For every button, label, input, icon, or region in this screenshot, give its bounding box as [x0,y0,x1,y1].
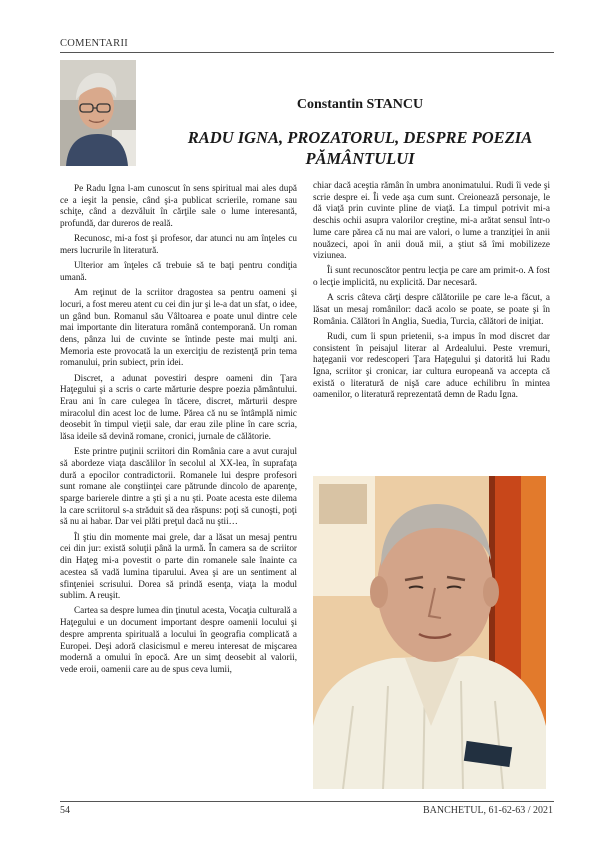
paragraph: Pe Radu Igna l-am cunoscut în sens spiritual mai ales după ce a ieşit la pensie, când şi-a publicat scrierile, romane sau schiţe, când a dezvăluit în cărţile sale o lume interesantă, profundă, dar dureros de reală. [60,183,297,229]
paragraph: Recunosc, mi-a fost şi profesor, dar atunci nu am înţeles cu mers lucrurile în literatură. [60,233,297,256]
page-number: 54 [60,805,70,816]
author-portrait-icon [60,60,136,166]
left-text-column [60,183,297,796]
paragraph: Îl ştiu din momente mai grele, dar a lăsat un mesaj pentru cei din jur: există soluţii până la urmă. În camera sa de scriitor din Haţeg mi-a povestit o parte din romanele sale înainte ca acestea să vadă lumina tiparului. Avea şi are un sentiment al sfinţeniei scrisului. Dorea să prindă esenţa, viaţa la modul sublim. A reuşit. [60,531,297,601]
section-label: COMENTARII [60,38,129,49]
paragraph: Cartea sa despre lumea din ţinutul acesta, Vocaţia culturală a Haţegului e un document important despre oamenii locului şi despre amprenta spirituală a locului în geografia complicată a Europei. Deşi adoră clasicismul e mereu interesat de mişcarea modernă a omului în epocă. Are un simţ deosebit al valorii, vede eroii, oamenii care au de spus ceva lumii, [60,605,297,674]
paragraph: Discret, a adunat povestiri despre oameni din Ţara Haţegului şi a scris o carte mărturie despre poezia pământului. Erau ani în care culegea în tăcere, discret, mărturii despre miracolul din acest loc de lume. Părea că nu se întâmplă nimic deosebit în timpul vieţii sale, dar erau zile pline în care scria, lăsa ideile să devină romane, cronici, jurnale de călătorie. [60,372,297,442]
paragraph: Am reţinut de la scriitor dragostea sa pentru oameni şi locuri, a fost mereu atent cu cei din jur şi le-a dat un sfat, o idee, un gând bun. Romanul său Vâltoarea e poate unul dintre cele mai importante din literatura română contemporană. Un roman dens, pânza lui de cuvinte se întinde peste mai mulţi ani. Memoria este provocată la un exerciţiu de rezistenţă prin tema romanului, prin subiect, prin idei. [60,287,297,368]
header-divider [60,52,554,53]
paragraph: chiar dacă aceştia rămân în umbra anonimatului. Rudi îi vede şi scrie despre ei. Îi vede aşa cum sunt. Creionează personaje, le dă viaţă prin cuvinte pline de viaţă. La timpul potrivit mi-a deschis ochii asupra valorilor creştine, mi-a arătat sensul într-o lume care părea că nu mai are valori, o lume a tranziţiei în anii nouăzeci, apoi în anii două mii, a ştiut să îmi mobilizeze viziunea. [313,180,550,261]
paragraph: Îi sunt recunoscător pentru lecţia pe care am primit-o. A fost o lecţie implicită, nu explicită. Dar necesară. [313,265,550,288]
paragraph: Rudi, cum îi spun prietenii, s-a impus în mod discret dar consistent în peisajul literar al Ardealului. Peste vremuri, haţeganii vor redescoperi Ţara Haţegului şi datorită lui Radu Igna, scriitor şi cronicar, iar cultura europeană va accepta că există o literatură de nişă care aduce echilibru în mintea oamenilor, o literatură reprezentată demn de Radu Igna. [313,330,550,400]
paragraph: A scris câteva cărţi despre călătoriile pe care le-a făcut, a lăsat un mesaj românilor: dacă acolo se poate, se poate şi în România. Călători în Anglia, Suedia, Turcia, călători de iniţiat. [313,292,550,326]
author-name: Constantin STANCU [296,97,424,112]
subject-portrait-icon [313,476,546,789]
article-title: RADU IGNA, PROZATORUL, DESPRE POEZIA PĂMÂNTULUI [187,128,533,168]
author-photo [60,60,136,166]
journal-reference: BANCHETUL, 61-62-63 / 2021 [423,805,553,816]
paragraph: Este printre puţinii scriitori din România care a avut curajul să abordeze viaţa dascălilor în secolul al XX-lea, în suprafaţa dură a epocilor contradictorii. Romanele lui despre profesori sunt romane ale conştiinţei care pătrunde dincolo de aparenţe, sparge barierele dintre a şti şi a nu şti. Poate acesta este dilema la care scriitorul s-a străduit să dea răspuns: poţi să cunoşti, poţi să nu ai habar. Dar vei plăti preţul dacă nu ştii… [60,446,297,527]
right-text-column [313,180,550,470]
subject-photo [313,476,546,789]
footer-divider [60,801,554,802]
paragraph: Ulterior am înţeles că trebuie să te baţi pentru condiţia umană. [60,260,297,282]
